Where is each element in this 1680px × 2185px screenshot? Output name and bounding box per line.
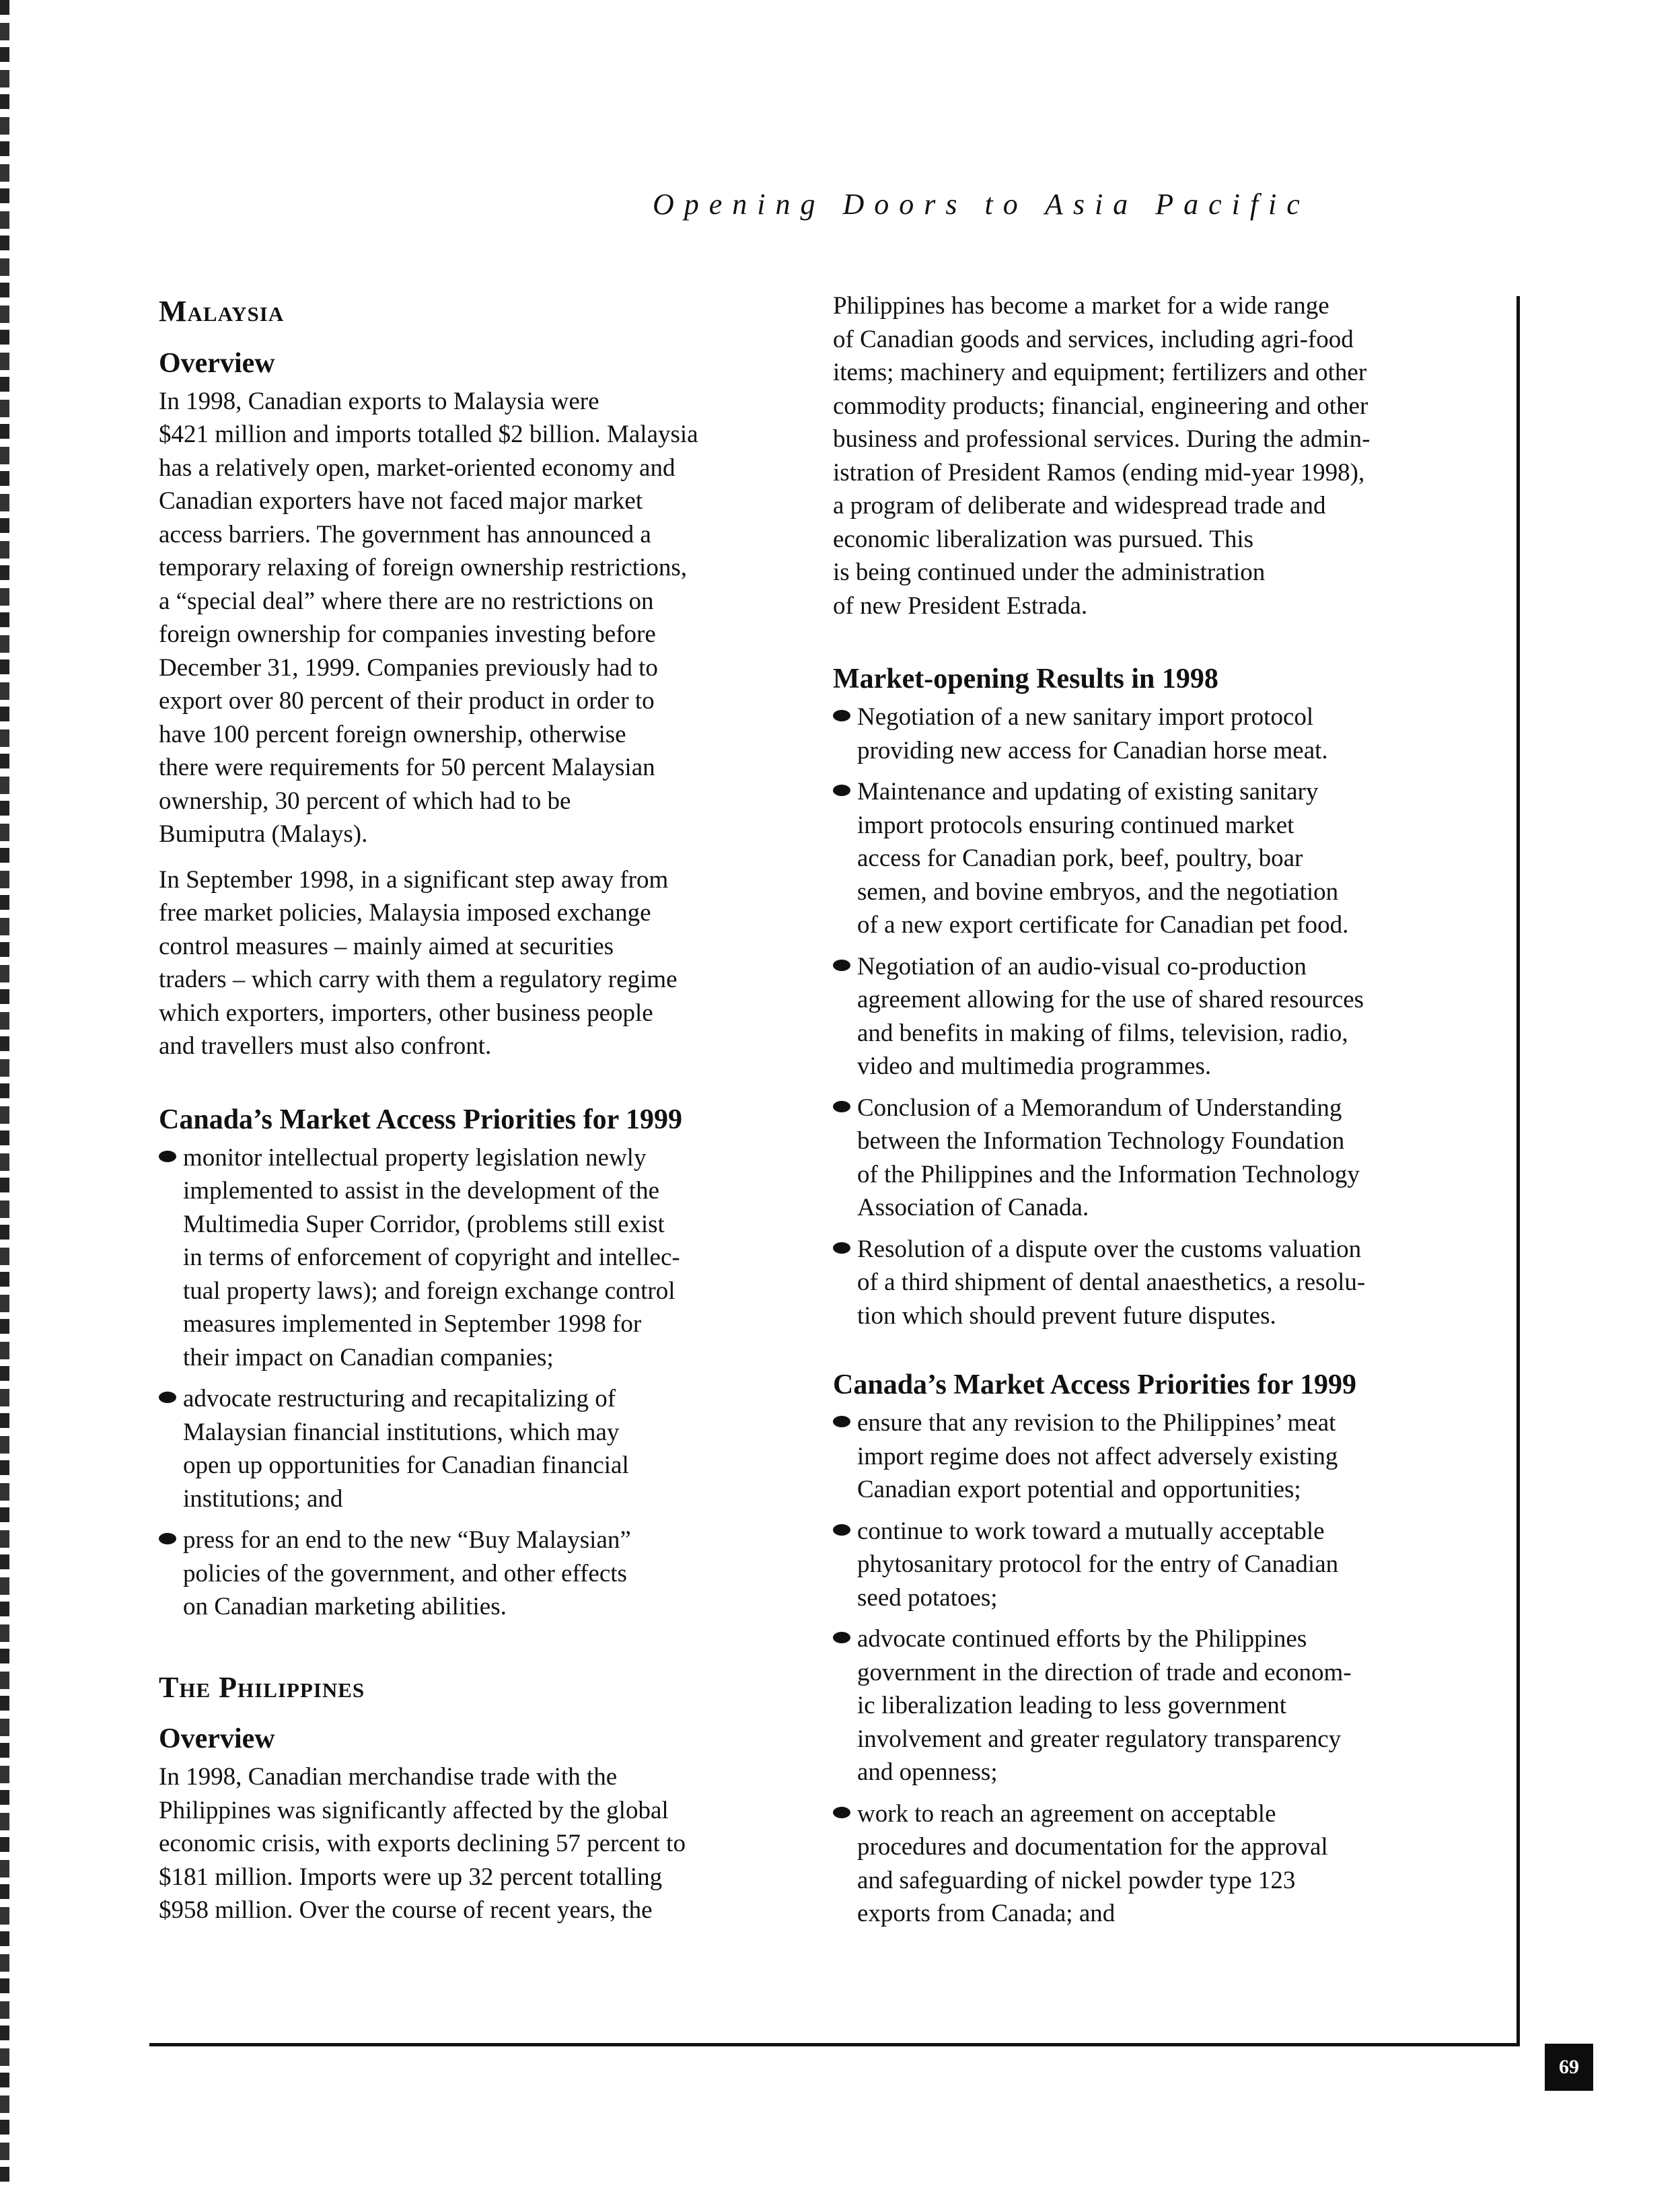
bullet-line: Conclusion of a Memorandum of Understanding [857, 1094, 1342, 1122]
bullet-item [833, 1797, 1438, 1931]
bullet-line: and benefits in making of films, television, radio, [857, 1019, 1348, 1047]
bullet-icon [833, 1416, 850, 1427]
bullet-icon [833, 960, 850, 971]
text-line: istration of President Ramos (ending mid-year 1998), [833, 458, 1365, 487]
philippines-overview-continuation [833, 289, 1438, 622]
text-line: economic liberalization was pursued. This [833, 525, 1254, 553]
bullet-line: agreement allowing for the use of shared resources [857, 986, 1364, 1013]
text-line: which exporters, importers, other business people [159, 999, 653, 1027]
text-line: $958 million. Over the course of recent years, the [159, 1896, 653, 1924]
text-line: export over 80 percent of their product in order to [159, 687, 655, 715]
bullet-line: institutions; and [183, 1484, 343, 1513]
vertical-rule [1517, 296, 1520, 2046]
text-line: free market policies, Malaysia imposed exchange [159, 899, 651, 927]
bullet-icon [833, 710, 850, 721]
text-line: traders – which carry with them a regulatory regime [159, 966, 678, 993]
bullet-line: policies of the government, and other effects [183, 1559, 627, 1587]
scan-edge [0, 0, 9, 2185]
text-line: a program of deliberate and widespread trade and [833, 492, 1326, 520]
bullet-line: measures implemented in September 1998 for [183, 1310, 642, 1338]
bullet-line: Resolution of a dispute over the customs valuation [857, 1235, 1362, 1263]
bullet-icon [833, 1524, 850, 1536]
page-number: 69 [1545, 2044, 1593, 2091]
right-column [833, 289, 1438, 1939]
bullet-line: exports from Canada; and [857, 1900, 1116, 1927]
bullet-line: work to reach an agreement on acceptable [857, 1799, 1276, 1828]
bullet-line: monitor intellectual property legislation newly [183, 1143, 647, 1172]
bullet-item [159, 1524, 764, 1624]
bullet-line: and safeguarding of nickel powder type 123 [857, 1866, 1296, 1894]
bullet-line: open up opportunities for Canadian financial [183, 1452, 629, 1479]
bullet-line: access for Canadian pork, beef, poultry, boar [857, 845, 1303, 872]
text-line: December 31, 1999. Companies previously had to [159, 653, 658, 682]
bullet-line: of a new export certificate for Canadian pet food. [857, 911, 1349, 939]
bullet-item [833, 1233, 1438, 1333]
text-line: Philippines was significantly affected by the global [159, 1796, 669, 1824]
text-line: of new President Estrada. [833, 592, 1088, 620]
bullet-line: providing new access for Canadian horse meat. [857, 736, 1328, 764]
text-line: have 100 percent foreign ownership, otherwise [159, 720, 626, 748]
bullet-line: continue to work toward a mutually acceptable [857, 1517, 1325, 1545]
bullet-item [159, 1141, 764, 1375]
text-line: Philippines has become a market for a wide range [833, 292, 1329, 320]
philippines-overview-heading: Overview [159, 1723, 275, 1754]
malaysia-overview-paragraph-1 [159, 385, 764, 851]
bullet-line: import regime does not affect adversely existing [857, 1442, 1338, 1470]
results-heading: Market-opening Results in 1998 [833, 664, 1218, 694]
bullet-item [833, 1406, 1438, 1507]
bullet-line: advocate continued efforts by the Philippines [857, 1625, 1307, 1653]
bullet-line: Maintenance and updating of existing sanitary [857, 778, 1319, 805]
bullet-line: Negotiation of a new sanitary import protocol [857, 703, 1314, 731]
bullet-item [833, 701, 1438, 767]
text-line: $421 million and imports totalled $2 billion. Malaysia [159, 421, 698, 448]
text-line: In 1998, Canadian merchandise trade with the [159, 1763, 618, 1791]
text-line: of Canadian goods and services, including agri-food [833, 325, 1354, 353]
bullet-line: ic liberalization leading to less government [857, 1692, 1287, 1719]
bullet-line: procedures and documentation for the approval [857, 1833, 1328, 1861]
text-line: foreign ownership for companies investing before [159, 620, 656, 648]
text-line: $181 million. Imports were up 32 percent totalling [159, 1863, 663, 1891]
bullet-line: import protocols ensuring continued market [857, 811, 1294, 839]
bullet-item [833, 1622, 1438, 1789]
footer-rule [149, 2043, 1520, 2046]
philippines-priorities-heading: Canada’s Market Access Priorities for 1999 [833, 1369, 1357, 1400]
text-line: In 1998, Canadian exports to Malaysia were [159, 387, 599, 415]
bullet-icon [159, 1533, 176, 1544]
bullet-icon [833, 785, 850, 796]
bullet-line: of a third shipment of dental anaesthetics, a resolu- [857, 1268, 1366, 1296]
bullet-icon [833, 1101, 850, 1112]
bullet-line: Multimedia Super Corridor, (problems still exist [183, 1210, 665, 1238]
bullet-line: in terms of enforcement of copyright and intellec- [183, 1244, 680, 1271]
bullet-line: involvement and greater regulatory transparency [857, 1725, 1342, 1753]
malaysia-overview-paragraph-2 [159, 863, 764, 1063]
philippines-overview-paragraph [159, 1760, 764, 1927]
text-line: control measures – mainly aimed at securities [159, 932, 614, 960]
text-line: a “special deal” where there are no restrictions on [159, 587, 654, 615]
bullet-line: seed potatoes; [857, 1583, 998, 1612]
bullet-item [159, 1382, 764, 1515]
bullet-icon [833, 1807, 850, 1818]
text-line: Bumiputra (Malays). [159, 820, 368, 848]
bullet-line: government in the direction of trade and econom- [857, 1658, 1352, 1686]
bullet-item [833, 1091, 1438, 1225]
running-head: Opening Doors to Asia Pacific [653, 188, 1310, 221]
bullet-line: Association of Canada. [857, 1194, 1089, 1221]
text-line: economic crisis, with exports declining 57 percent to [159, 1830, 686, 1857]
text-line: access barriers. The government has announced a [159, 520, 651, 548]
results-list [833, 701, 1438, 1332]
bullet-line: and openness; [857, 1758, 998, 1786]
malaysia-priorities-list [159, 1141, 764, 1624]
text-line: items; machinery and equipment; fertilizers and other [833, 359, 1367, 386]
bullet-line: on Canadian marketing abilities. [183, 1593, 507, 1620]
bullet-icon [833, 1632, 850, 1643]
text-line: In September 1998, in a significant step away from [159, 865, 669, 894]
malaysia-overview-heading: Overview [159, 347, 275, 379]
bullet-item [833, 775, 1438, 942]
text-line: business and professional services. During the admin- [833, 425, 1371, 453]
left-column [159, 283, 764, 1939]
bullet-line: semen, and bovine embryos, and the negotiation [857, 877, 1339, 906]
bullet-line: phytosanitary protocol for the entry of Canadian [857, 1550, 1339, 1578]
bullet-item [833, 1515, 1438, 1615]
bullet-line: tual property laws); and foreign exchange control [183, 1277, 675, 1305]
bullet-line: implemented to assist in the development of the [183, 1177, 659, 1205]
philippines-priorities-list [833, 1406, 1438, 1931]
bullet-icon [833, 1242, 850, 1254]
section-heading-malaysia: Malaysia [159, 295, 285, 328]
text-line: ownership, 30 percent of which had to be [159, 787, 571, 815]
bullet-icon [159, 1392, 176, 1403]
bullet-line: video and multimedia programmes. [857, 1052, 1212, 1080]
text-line: and travellers must also confront. [159, 1032, 492, 1060]
bullet-line: tion which should prevent future disputes. [857, 1301, 1276, 1330]
bullet-line: Canadian export potential and opportunities; [857, 1476, 1301, 1503]
bullet-line: their impact on Canadian companies; [183, 1343, 554, 1371]
bullet-line: of the Philippines and the Information Technology [857, 1160, 1360, 1188]
malaysia-priorities-heading: Canada’s Market Access Priorities for 1999 [159, 1104, 683, 1135]
bullet-line: advocate restructuring and recapitalizing of [183, 1385, 616, 1412]
bullet-item [833, 950, 1438, 1083]
bullet-line: Malaysian financial institutions, which may [183, 1418, 620, 1446]
bullet-line: Negotiation of an audio-visual co-production [857, 952, 1307, 980]
bullet-line: between the Information Technology Foundation [857, 1127, 1345, 1155]
text-line: has a relatively open, market-oriented economy and [159, 454, 675, 482]
bullet-icon [159, 1151, 176, 1162]
section-heading-philippines: The Philippines [159, 1670, 365, 1704]
text-line: commodity products; financial, engineering and other [833, 392, 1368, 420]
bullet-line: ensure that any revision to the Philippines’ meat [857, 1409, 1336, 1437]
text-line: is being continued under the administration [833, 559, 1266, 586]
text-line: Canadian exporters have not faced major market [159, 487, 643, 515]
bullet-line: press for an end to the new “Buy Malaysian” [183, 1526, 631, 1554]
text-line: temporary relaxing of foreign ownership restrictions, [159, 554, 687, 581]
text-line: there were requirements for 50 percent Malaysian [159, 754, 655, 781]
